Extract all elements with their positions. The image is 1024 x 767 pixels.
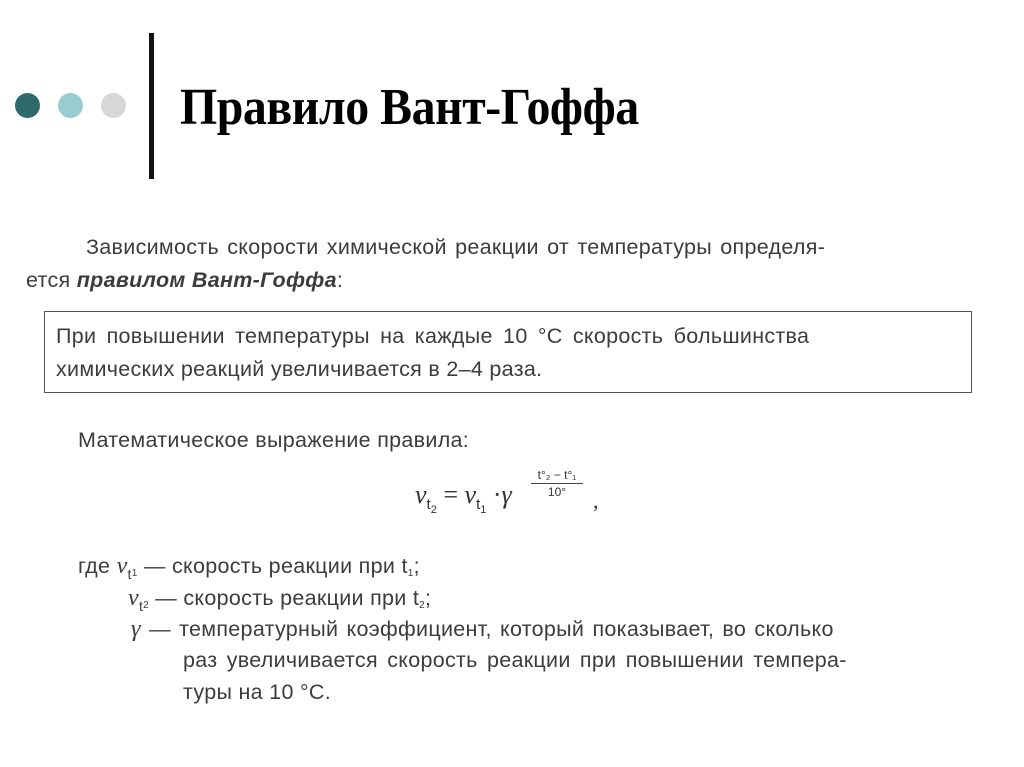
definition-gamma-line-2: раз увеличивается скорость реакции при повышении темпера- [183,648,847,672]
definition-symbol: v [116,553,128,579]
exponent-denominator: 10° [547,485,567,499]
formula-rhs-sub: t [476,496,481,513]
definition-gamma-line-3: туры на 10 °С. [183,680,331,704]
definition-symbol: γ [131,616,141,642]
formula-rhs-subsub: 1 [480,504,487,516]
slide-title: Правило Вант-Гоффа [180,79,639,136]
vant-hoff-formula [415,468,599,530]
formula-equals: = [443,480,459,509]
rule-line-1: При повышении температуры на каждые 10 °С скорость большинства [56,324,810,348]
definition-end: ; [425,586,432,610]
math-label: Математическое выражение правила: [78,428,470,452]
definition-text: — температурный коэффициент, который показывает, во сколько [140,617,834,641]
formula-comma: , [593,488,599,513]
intro-prefix: ется [26,268,77,292]
formula-exponent [531,468,583,499]
definition-gamma [131,616,834,643]
formula-lhs-sub: t [426,496,431,513]
definition-v1 [78,553,420,582]
formula-gamma: γ [501,480,512,509]
definition-prefix: где [78,554,117,578]
definition-text-sub: 1 [407,568,414,579]
definition-end: ; [413,554,420,578]
intro-suffix: : [336,268,344,292]
definition-sub: t [127,566,132,582]
intro-line-2 [26,268,343,293]
definition-text: — скорость реакции при t [137,554,408,578]
definition-text: — скорость реакции при t [149,586,420,610]
intro-line-1: Зависимость скорости химической реакции от температуры определя- [86,235,826,259]
rule-name-emphasis: правилом Вант-Гоффа [76,268,337,292]
definition-subsub: 1 [131,568,138,579]
definition-v2 [128,585,431,614]
definition-text-sub: 2 [419,600,426,611]
rule-line-2: химических реакций увеличивается в 2–4 раза. [56,357,543,381]
definition-subsub: 2 [143,600,150,611]
exponent-numerator: t°₂ − t°₁ [531,468,583,484]
formula-lhs-symbol: v [415,480,427,509]
formula-dot: · [492,480,502,509]
formula-lhs-subsub: 2 [430,504,437,516]
definition-symbol: v [128,585,139,611]
definition-sub: t [138,598,144,614]
formula-rhs-symbol: v [464,480,477,509]
